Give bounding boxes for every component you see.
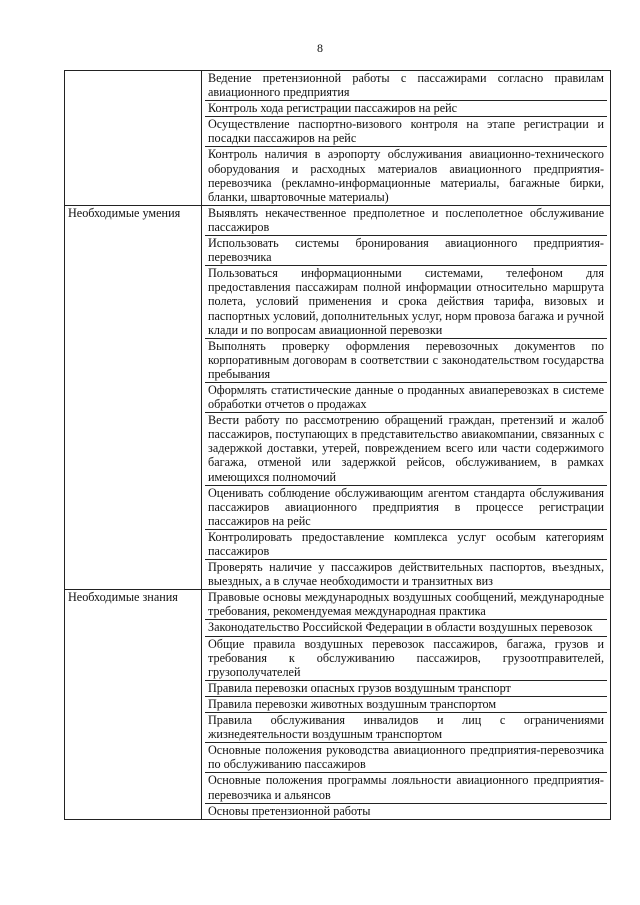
list-item: Основные положения программы лояльности авиационного предприятия-перевозчика и альянсов <box>205 772 607 802</box>
competency-table <box>64 70 611 820</box>
list-item: Основные положения руководства авиационного предприятия-перевозчика по обслуживанию пассажиров <box>205 742 607 772</box>
list-item: Оценивать соблюдение обслуживающим агентом стандарта обслуживания пассажиров авиационного предприятия в процессе регистрации пассажиров на рейс <box>205 485 607 529</box>
list-item: Использовать системы бронирования авиационного предприятия-перевозчика <box>205 235 607 265</box>
list-item: Пользоваться информационными системами, телефоном для предоставления пассажирам полной информации относительно маршрута полета, условий применения и срока действия тарифа, визовых и паспортных условий, дополнительных услуг, норм провоза багажа и ручной клади и по вопросам авиационной перевозки <box>205 265 607 337</box>
row-content <box>202 71 611 206</box>
list-item: Оформлять статистические данные о проданных авиаперевозках в системе обработки отчетов о продажах <box>205 382 607 412</box>
list-item: Выполнять проверку оформления перевозочных документов по корпоративным договорам в соответствии с законодательством государства пребывания <box>205 338 607 382</box>
row-label-skills: Необходимые умения <box>65 205 202 589</box>
list-item: Контролировать предоставление комплекса услуг особым категориям пассажиров <box>205 529 607 559</box>
list-item: Основы претензионной работы <box>205 803 607 819</box>
row-content <box>202 590 611 819</box>
list-item: Контроль хода регистрации пассажиров на рейс <box>205 100 607 116</box>
list-item: Правовые основы международных воздушных сообщений, международные требования, рекомендуемая международная практика <box>208 590 604 619</box>
list-item: Общие правила воздушных перевозок пассажиров, багажа, грузов и требования к обслуживанию пассажиров, грузоотправителей, грузополучателей <box>205 636 607 680</box>
table-row <box>65 71 611 206</box>
row-label <box>65 71 202 206</box>
list-item: Правила перевозки животных воздушным транспортом <box>205 696 607 712</box>
list-item: Проверять наличие у пассажиров действительных паспортов, въездных, выездных, а в случае необходимости и транзитных виз <box>205 559 607 589</box>
list-item: Вести работу по рассмотрению обращений граждан, претензий и жалоб пассажиров, поступающих в представительство авиакомпании, связанных с задержкой доставки, утерей, повреждением всего или части содержимого багажа, отменой или задержкой рейсов, обслуживанием, в рамках имеющихся полномочий <box>205 412 607 484</box>
list-item: Выявлять некачественное предполетное и послеполетное обслуживание пассажиров <box>208 205 604 234</box>
list-item: Контроль наличия в аэропорту обслуживания авиационно-технического оборудования и расходных материалов авиационного предприятия-перевозчика (рекламно-информационные материалы, багажные бирки, бланки, швартовочные материалы) <box>205 146 607 204</box>
list-item: Правила обслуживания инвалидов и лиц с ограничениями жизнедеятельности воздушным транспортом <box>205 712 607 742</box>
list-item: Осуществление паспортно-визового контроля на этапе регистрации и посадки пассажиров на рейс <box>205 116 607 146</box>
table-row <box>65 205 611 589</box>
list-item: Правила перевозки опасных грузов воздушным транспорт <box>205 680 607 696</box>
table-row <box>65 590 611 819</box>
list-item: Законодательство Российской Федерации в области воздушных перевозок <box>205 619 607 635</box>
list-item: Ведение претензионной работы с пассажирами согласно правилам авиационного предприятия <box>208 71 604 100</box>
row-label-knowledge: Необходимые знания <box>65 590 202 819</box>
page-number: 8 <box>317 41 323 55</box>
row-content <box>202 205 611 589</box>
